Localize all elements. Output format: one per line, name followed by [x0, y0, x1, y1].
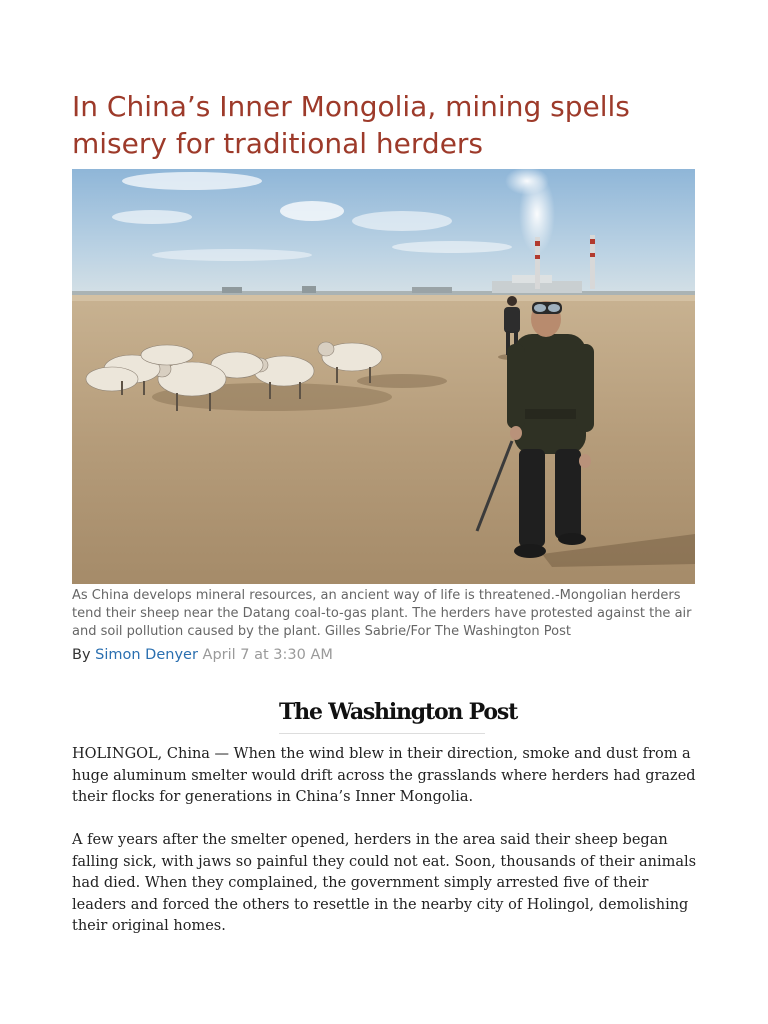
article-paragraph: A few years after the smelter opened, herders in the area said their sheep began falling sick, with jaws so painful they could not eat. Soon, thousands of their animals had died. When they complained, the government simply arrested five of their leaders and forced the others to resettle in the nearby city of Holingol, demolishing their original homes.	[72, 832, 697, 934]
washington-post-logo: The Washington Post	[279, 699, 518, 725]
byline-prefix: By	[72, 647, 91, 663]
article-photo	[72, 169, 695, 584]
masthead-divider	[279, 733, 485, 734]
photo-caption: As China develops mineral resources, an ancient way of life is threatened.-Mongolian herders tend their sheep near the Datang coal-to-gas plant. The herders have protested against the air and soil pollution caused by the plant. Gilles Sabrie/For The Washington Post	[72, 588, 692, 639]
article-paragraph: HOLINGOL, China — When the wind blew in their direction, smoke and dust from a huge aluminum smelter would drift across the grasslands where herders had grazed their flocks for generations in China’s Inner Mongolia.	[72, 746, 696, 805]
byline	[72, 645, 333, 665]
article-headline: In China’s Inner Mongolia, mining spells misery for traditional herders	[72, 90, 630, 160]
article-body	[72, 744, 702, 959]
byline-author-link[interactable]: Simon Denyer	[95, 647, 198, 663]
byline-date: April 7 at 3:30 AM	[202, 647, 333, 663]
